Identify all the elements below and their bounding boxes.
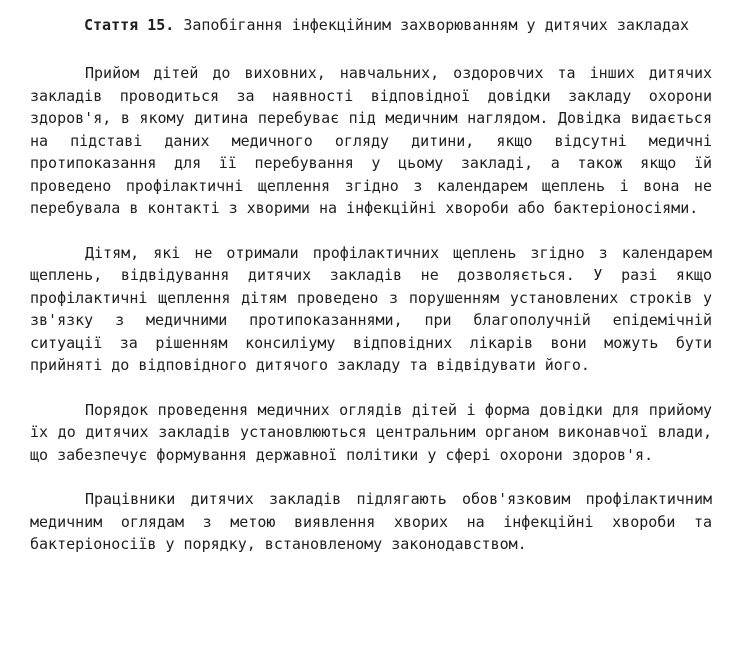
article-heading [30, 14, 712, 36]
article-paragraph-2: Дітям, які не отримали профілактичних щеплень згідно з календарем щеплень, відвідування дитячих закладів не дозволяється. У разі якщо профілактичні щеплення дітям проведено з порушенням установлених строків у зв'язку з медичними протипоказаннями, при благополучній епідемічній ситуації за рішенням консиліуму відповідних лікарів вони можуть бути прийняті до відповідного дитячого закладу та відвідувати його. [30, 243, 712, 374]
article-number: Стаття 15. [84, 16, 175, 34]
article-paragraph-1: Прийом дітей до виховних, навчальних, оздоровчих та інших дитячих закладів проводиться за наявності відповідної довідки закладу охорони здоров'я, в якому дитина перебуває під медичним наглядом. Довідка видається на підставі даних медичного огляду дитини, якщо відсутні медичні протипоказання для її перебування у цьому закладі, а також якщо їй проведено профілактичні щеплення згідно з календарем щеплень і вона не перебувала в контакті з хворими на інфекційні хвороби або бактеріоносіями. [30, 64, 712, 217]
article-title: Запобігання інфекційним захворюванням у дитячих закладах [183, 16, 690, 34]
article-paragraph-3: Порядок проведення медичних оглядів дітей і форма довідки для прийому їх до дитячих закладів установлюються центральним органом виконавчої влади, що забезпечує формування державної політики у сфері охорони здоров'я. [30, 400, 712, 464]
article-paragraph-4: Працівники дитячих закладів підлягають обов'язковим профілактичним медичним оглядам з метою виявлення хворих на інфекційні хвороби та бактеріоносіїв у порядку, встановленому законодавством. [30, 490, 712, 553]
